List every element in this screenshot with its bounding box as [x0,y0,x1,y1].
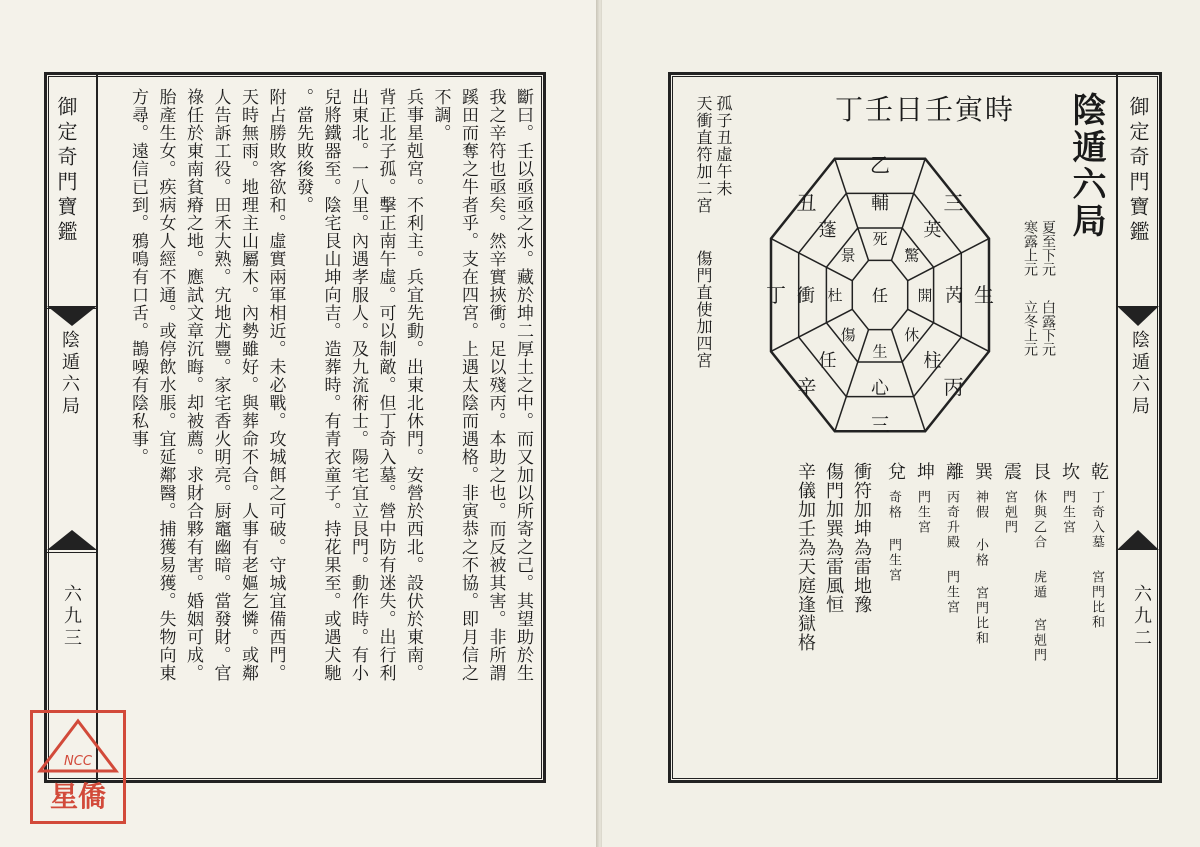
body-column: 祿任於東南貧瘠之地。應試文章沉晦。却被薦。求財合夥有害。婚姻可成。 [183,88,203,682]
formation-line: 辛儀加壬為天庭逢獄格 [795,462,816,652]
right-page-number: 六九二 [1131,584,1152,650]
trigram-label: 乾 [1088,462,1109,480]
octagon-glyph: 乙 [870,153,890,177]
octagon-glyph: 心 [871,377,889,399]
octagon-glyph: 傷 [840,326,856,345]
body-column: 兒將鐵器至。陰宅艮山坤向吉。造葬時。有青衣童子。持花果至。或遇犬馳 [320,88,341,682]
body-column: 不調。 [430,88,451,142]
body-column: 胎產生女。疾病女人經不通。或停飲水脹。宜延鄰醫。捕獲易獲。失物向東 [155,88,176,682]
season-line-2: 寒露上元 [1022,220,1038,276]
left-divider-bottom [47,552,97,553]
season-line-3: 白露下元 [1040,300,1056,356]
left-book-title: 御定奇門寶鑑 [54,96,78,246]
octagon-glyph: 蓬 [818,219,837,241]
left-sidebar [96,75,98,780]
trigram-note: 小格 [973,538,988,568]
body-column: 方尋。遠信已到。鴉鳴有口舌。鵲噪有陰私事。 [128,88,148,466]
octagon-glyph: 芮 [945,285,963,307]
left-diamond-top [47,306,97,328]
right-book-title: 御定奇門寶鑑 [1126,96,1150,246]
left-chapter-label: 陰遁六局 [59,330,80,418]
duty-door-line: 傷門直使加四宮 [694,250,713,369]
body-column: 我之辛符也亟矣。然辛實挾衝。足以殘丙。本助之也。而反被其害。非所謂 [485,88,506,682]
octagon-glyph: 生 [872,342,888,361]
trigram-label: 艮 [1030,462,1051,480]
octagon-center: 任 [871,286,889,305]
ncc-seal-stamp [30,710,126,824]
octagon-glyph: 死 [872,230,888,248]
octagon-glyph: 丙 [943,374,964,399]
octagon-spoke [891,159,925,261]
body-column: 斷曰。壬以亟亟之水。藏於坤二厚土之中。而又加以所寄之己。其望助於生 [513,88,533,682]
octagon-glyph: 英 [923,219,942,241]
right-chapter-label: 陰遁六局 [1129,330,1150,418]
trigram-note: 宮剋門 [1031,618,1046,663]
trigram-note: 門生宮 [944,570,959,615]
time-label: 丁壬日壬寅時 [835,93,1016,126]
trigram-note: 奇格 [886,490,901,520]
trigram-label: 巽 [972,462,993,480]
octagon-glyph: 輔 [871,192,889,214]
octagon-glyph: 開 [917,286,933,305]
qimen-octagon-diagram [760,135,1000,455]
body-column: 背正北子孤。擊正南午虛。可以制敵。但丁奇入墓。營中防有迷失。出行利 [375,88,396,682]
formation-line: 傷門加巽為雷風恒 [823,462,844,614]
seal-text-top: NCC [64,754,92,769]
trigram-note: 門生宮 [1060,490,1075,535]
seal-roof-icon [36,717,120,777]
octagon-spoke [908,239,989,281]
trigram-note: 宮剋門 [1002,490,1017,535]
octagon-glyph: 衝 [797,285,815,307]
trigram-note: 門生宮 [915,490,930,535]
octagon-spoke [835,330,869,432]
trigram-label: 離 [943,462,964,480]
octagon-glyph: 生 [974,283,994,307]
duty-star-line: 天衝直符加二宮 [694,95,713,214]
octagon-spoke [908,309,989,351]
formation-line: 衝符加坤為雷地豫 [851,462,872,614]
octagon-spoke [835,159,869,261]
body-column: 人告訴工役。田禾大熟。宄地尤豐。家宅香火明亮。厨竈幽暗。當發財。官 [210,88,231,682]
octagon-glyph: 三 [943,191,964,216]
left-page-number: 六九三 [61,584,82,650]
trigram-note: 丁奇入墓 [1089,490,1104,550]
right-diamond-bottom [1117,530,1159,552]
trigram-note: 宮門比和 [1089,570,1104,630]
trigram-label: 坎 [1059,462,1080,480]
chapter-heading: 陰遁六局 [1066,92,1106,240]
trigram-note: 宮門比和 [973,586,988,646]
octagon-glyph: 任 [818,350,837,372]
gu-xu-line: 孤子丑虛午未 [714,95,733,197]
octagon-glyph: 景 [840,246,856,265]
trigram-note: 虎遁 [1031,570,1046,600]
trigram-note: 神假 [973,490,988,520]
trigram-note: 門生宮 [886,538,901,583]
right-sidebar [1116,75,1118,780]
octagon-glyph: 丑 [796,191,817,216]
trigram-note: 休與乙合 [1031,490,1046,550]
octagon-glyph: 驚 [904,246,920,265]
octagon-spoke [891,330,925,432]
octagon-glyph: 辛 [796,374,817,399]
body-column: 蹊田而奪之牛者乎。支在四宮。上遇太陰而遇格。非寅恭之不協。即月信之 [458,88,478,682]
octagon-glyph: 三 [870,413,890,437]
body-column: 。當先敗後發。 [293,88,313,214]
trigram-note: 丙奇升殿 [944,490,959,550]
body-column: 附占勝敗客欲和。虛實兩軍相近。未必戰。攻城餌之可破。守城宜備西門。 [265,88,286,682]
right-diamond-top [1117,306,1159,328]
left-diamond-bottom [47,530,97,552]
octagon-glyph: 柱 [923,350,942,372]
body-column: 天時無雨。地理主山屬木。內勢雖好。與葬命不合。人事有老嫗乞憐。或鄰 [238,88,258,682]
body-column: 兵事星剋宮。不利主。兵宜先動。出東北休門。安營於西北。設伏於東南。 [403,88,423,682]
trigram-label: 兌 [885,462,906,480]
octagon-glyph: 丁 [766,283,786,307]
octagon-glyph: 杜 [827,286,843,305]
body-column: 出東北。一八里。內遇孝服人。及九流術士。陽宅宜立艮門。動作時。有小 [348,88,368,682]
octagon-glyph: 休 [904,326,920,345]
trigram-label: 震 [1001,462,1022,480]
season-line-1: 夏至下元 [1040,220,1056,276]
trigram-label: 坤 [914,462,935,480]
season-line-4: 立冬上元 [1022,300,1038,356]
seal-text-bottom: 星僑 [49,780,106,813]
